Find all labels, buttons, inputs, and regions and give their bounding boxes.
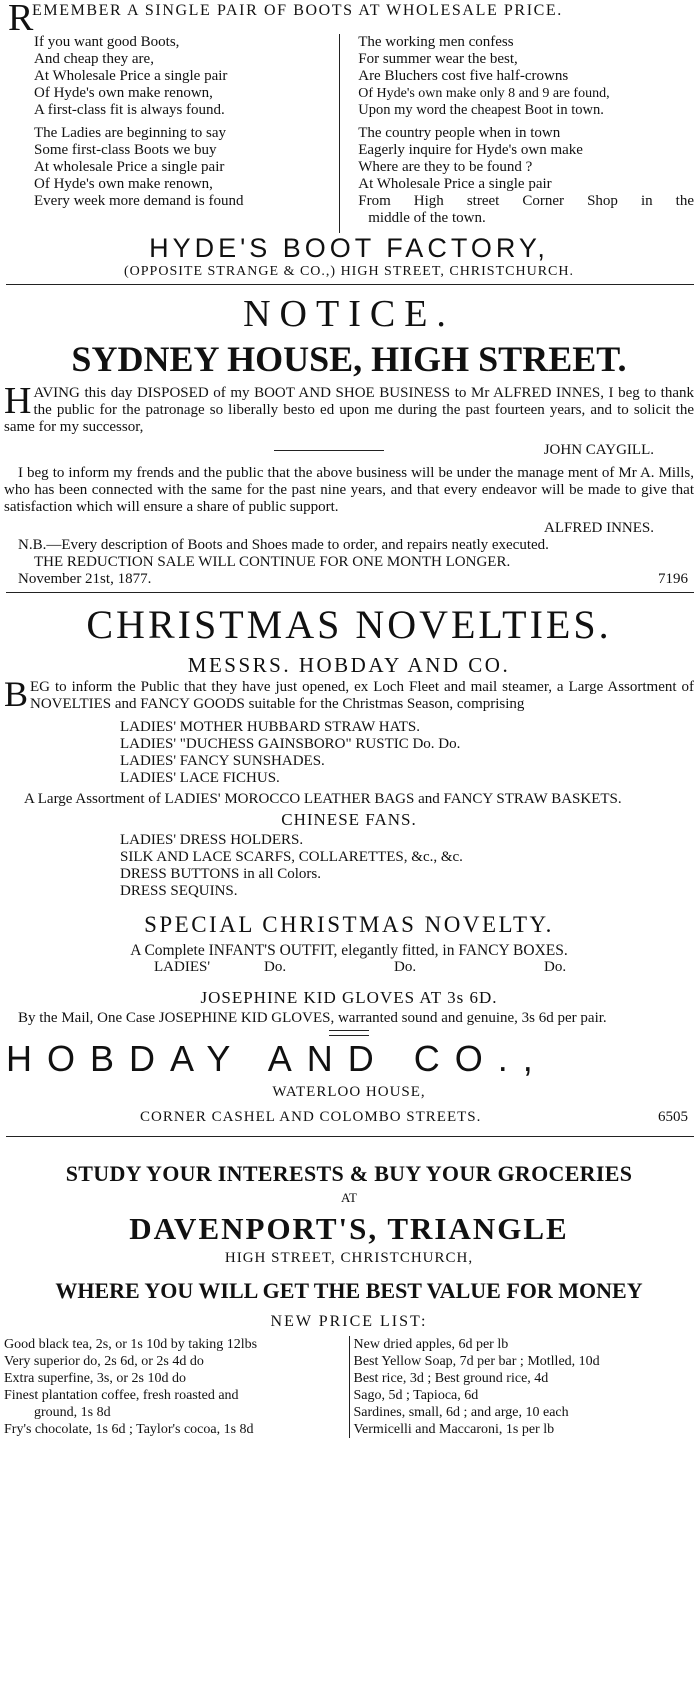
hobday-bags bbox=[4, 791, 694, 808]
best-value-line: WHERE YOU WILL GET THE BEST VALUE FOR MONEY bbox=[55, 1278, 643, 1303]
sydney-paragraph-1 bbox=[4, 380, 694, 436]
sydney-paragraph-2: I beg to inform my frends and the public that the above business will be under the manage ment of Mr A. Mills, who has been connected with the same for the past nine years, and that every endeavor will be made to give that satisfaction which will ensure a share of public support. bbox=[4, 465, 694, 515]
christmas-novelties-title: CHRISTMAS NOVELTIES. bbox=[86, 602, 612, 647]
hyde-firm-name: HYDE'S BOOT FACTORY, bbox=[149, 233, 549, 263]
ladies-do-label: LADIES' bbox=[154, 959, 211, 975]
price-item: ground, 1s 8d bbox=[4, 1404, 349, 1421]
hobday-list-1 bbox=[4, 719, 694, 787]
davenport-at: AT bbox=[341, 1190, 357, 1205]
chinese-fans: CHINESE FANS. bbox=[281, 810, 417, 829]
price-item: Finest plantation coffee, fresh roasted and bbox=[4, 1387, 349, 1404]
hyde-right-verse bbox=[358, 34, 694, 119]
sydney-footer bbox=[4, 571, 694, 588]
hobday-corner: CORNER CASHEL AND COLOMBO STREETS. bbox=[140, 1109, 482, 1125]
price-item: Sardines, small, 6d ; and arge, 10 each bbox=[353, 1405, 569, 1420]
verse-line: Eagerly inquire for Hyde's own make bbox=[358, 142, 583, 158]
verse-line: Of Hyde's own make only 8 and 9 are found, bbox=[358, 86, 610, 101]
hyde-dropcap: R bbox=[8, 0, 34, 39]
davenport-firm-name: DAVENPORT'S, TRIANGLE bbox=[129, 1211, 569, 1246]
verse-line: At Wholesale Price a single pair bbox=[34, 68, 228, 84]
davenport-advertisement bbox=[0, 1159, 700, 1438]
verse-line: For summer wear the best, bbox=[358, 51, 518, 67]
list-item: SILK AND LACE SCARFS, COLLARETTES, &c., &c. bbox=[120, 849, 463, 865]
divider bbox=[6, 284, 694, 285]
ladies-do-row bbox=[4, 959, 694, 976]
hobday-advertisement bbox=[0, 599, 700, 1126]
price-item: Best rice, 3d ; Best ground rice, 4d bbox=[353, 1371, 549, 1386]
table-row bbox=[4, 1404, 694, 1421]
sydney-date: November 21st, 1877. bbox=[18, 571, 152, 587]
list-item: LADIES' MOTHER HUBBARD STRAW HATS. bbox=[120, 719, 420, 735]
sydney-ref: 7196 bbox=[658, 571, 688, 587]
list-item: LADIES' "DUCHESS GAINSBORO" RUSTIC Do. Do. bbox=[120, 736, 461, 752]
verse-line: The country people when in town bbox=[358, 125, 561, 141]
signature-row bbox=[4, 442, 694, 459]
ditto: Do. bbox=[394, 959, 417, 975]
hobday-bags-text: A Large Assortment of LADIES' MOROCCO LEATHER BAGS and FANCY STRAW BASKETS. bbox=[24, 791, 622, 807]
price-item: Best Yellow Soap, 7d per bar ; Motlled, 10d bbox=[353, 1354, 600, 1369]
price-item: Good black tea, 2s, or 1s 10d by taking 12lbs bbox=[4, 1336, 349, 1353]
sydney-dropcap: H bbox=[4, 380, 32, 422]
table-row bbox=[4, 1421, 694, 1438]
sydney-nb: N.B.—Every description of Boots and Shoes made to order, and repairs neatly executed. bbox=[18, 537, 549, 553]
verse-line: The Ladies are beginning to say bbox=[34, 125, 227, 141]
verse-line: Of Hyde's own make renown, bbox=[34, 85, 213, 101]
verse-line: From High street Corner Shop in the bbox=[358, 193, 694, 209]
table-row bbox=[4, 1387, 694, 1404]
davenport-address: HIGH STREET, CHRISTCHURCH, bbox=[224, 1250, 474, 1266]
table-row bbox=[4, 1353, 694, 1370]
verse-line: And cheap they are, bbox=[34, 51, 154, 67]
davenport-headline: STUDY YOUR INTERESTS & BUY YOUR GROCERIES bbox=[65, 1161, 633, 1186]
hobday-dropcap: B bbox=[4, 674, 29, 714]
table-row bbox=[4, 1336, 694, 1353]
sydney-house-title: SYDNEY HOUSE, HIGH STREET. bbox=[71, 339, 627, 379]
hobday-list-2 bbox=[4, 832, 694, 900]
divider bbox=[6, 1136, 694, 1137]
hyde-right-verse bbox=[358, 125, 694, 227]
verse-line: At wholesale Price a single pair bbox=[34, 159, 225, 175]
josephine-gloves-text: By the Mail, One Case JOSEPHINE KID GLOVES, warranted sound and genuine, 3s 6d per pair. bbox=[18, 1010, 607, 1026]
hobday-ref: 6505 bbox=[658, 1109, 688, 1125]
price-item: Extra superfine, 3s, or 2s 10d do bbox=[4, 1370, 349, 1387]
hobday-firm-name: HOBDAY AND CO., bbox=[6, 1038, 548, 1079]
verse-line: Some first-class Boots we buy bbox=[34, 142, 217, 158]
ditto: Do. bbox=[264, 959, 287, 975]
hyde-headline-row bbox=[4, 0, 694, 39]
price-list-title: NEW PRICE LIST: bbox=[270, 1313, 428, 1330]
price-item: New dried apples, 6d per lb bbox=[353, 1337, 509, 1352]
list-item: DRESS SEQUINS. bbox=[120, 883, 238, 899]
verse-line: Upon my word the cheapest Boot in town. bbox=[358, 102, 604, 118]
infant-outfit: A Complete INFANT'S OUTFIT, elegantly fitted, in FANCY BOXES. bbox=[130, 942, 568, 959]
verse-line: If you want good Boots, bbox=[34, 34, 180, 50]
price-item: Vermicelli and Maccaroni, 1s per lb bbox=[353, 1422, 555, 1437]
price-item: Fry's chocolate, 1s 6d ; Taylor's cocoa, 1s 8d bbox=[4, 1421, 349, 1438]
price-item: Sago, 5d ; Tapioca, 6d bbox=[353, 1388, 479, 1403]
sydney-house-advertisement bbox=[0, 291, 700, 588]
hobday-intro bbox=[4, 674, 694, 714]
verse-line: Every week more demand is found bbox=[34, 193, 244, 209]
special-christmas-novelty: SPECIAL CHRISTMAS NOVELTY. bbox=[144, 912, 554, 937]
short-rule bbox=[274, 450, 384, 451]
waterloo-house: WATERLOO HOUSE, bbox=[272, 1084, 426, 1100]
sydney-reduction: THE REDUCTION SALE WILL CONTINUE FOR ONE MONTH LONGER. bbox=[34, 554, 511, 570]
sydney-paragraph-1-text: AVING this day DISPOSED of my BOOT AND SHOE BUSINESS to Mr ALFRED INNES, I beg to thank the public for the patronage so liberally besto ed upon me during the past fourteen years, and to solicit the same for my successor, bbox=[4, 385, 694, 435]
price-item: Very superior do, 2s 6d, or 2s 4d do bbox=[4, 1353, 349, 1370]
price-list-table bbox=[4, 1336, 694, 1438]
hyde-address: (OPPOSITE STRANGE & CO.,) HIGH STREET, CHRISTCHURCH. bbox=[124, 264, 574, 279]
hyde-left-verse bbox=[34, 34, 339, 119]
ditto: Do. bbox=[544, 959, 567, 975]
list-item: DRESS BUTTONS in all Colors. bbox=[120, 866, 321, 882]
list-item: LADIES' LACE FICHUS. bbox=[120, 770, 280, 786]
josephine-gloves-heading: JOSEPHINE KID GLOVES AT 3s 6D. bbox=[200, 988, 498, 1007]
list-item: LADIES' FANCY SUNSHADES. bbox=[120, 753, 325, 769]
ornament-rule bbox=[329, 1030, 369, 1036]
notice-heading: NOTICE. bbox=[243, 293, 455, 335]
verse-line: At Wholesale Price a single pair bbox=[358, 176, 552, 192]
divider bbox=[6, 592, 694, 593]
verse-line: Of Hyde's own make renown, bbox=[34, 176, 213, 192]
verse-line: Where are they to be found ? bbox=[358, 159, 533, 175]
verse-line: Are Bluchers cost five half-crowns bbox=[358, 68, 569, 84]
hyde-left-verse bbox=[34, 125, 339, 210]
hyde-right-column bbox=[339, 34, 694, 233]
verse-line: A first-class fit is always found. bbox=[34, 102, 225, 118]
list-item: LADIES' DRESS HOLDERS. bbox=[120, 832, 304, 848]
verse-line: middle of the town. bbox=[368, 210, 486, 226]
table-row bbox=[4, 1370, 694, 1387]
verse-line: The working men confess bbox=[358, 34, 514, 50]
hyde-headline: EMEMBER A SINGLE PAIR OF BOOTS AT WHOLESALE PRICE. bbox=[32, 2, 563, 19]
hyde-left-column bbox=[4, 34, 339, 233]
signature-alfred-innes: ALFRED INNES. bbox=[543, 520, 654, 536]
signature-john-caygill: JOHN CAYGILL. bbox=[543, 442, 654, 458]
hobday-intro-text: EG to inform the Public that they have just opened, ex Loch Fleet and mail steamer, a Large Assortment of NOVELTIES and FANCY GOODS suitable for the Christmas Season, comprising bbox=[30, 679, 694, 712]
hyde-advertisement bbox=[0, 0, 700, 280]
hyde-verses bbox=[4, 34, 694, 233]
messrs-hobday: MESSRS. HOBDAY AND CO. bbox=[187, 653, 511, 677]
hobday-footer bbox=[4, 1109, 694, 1126]
